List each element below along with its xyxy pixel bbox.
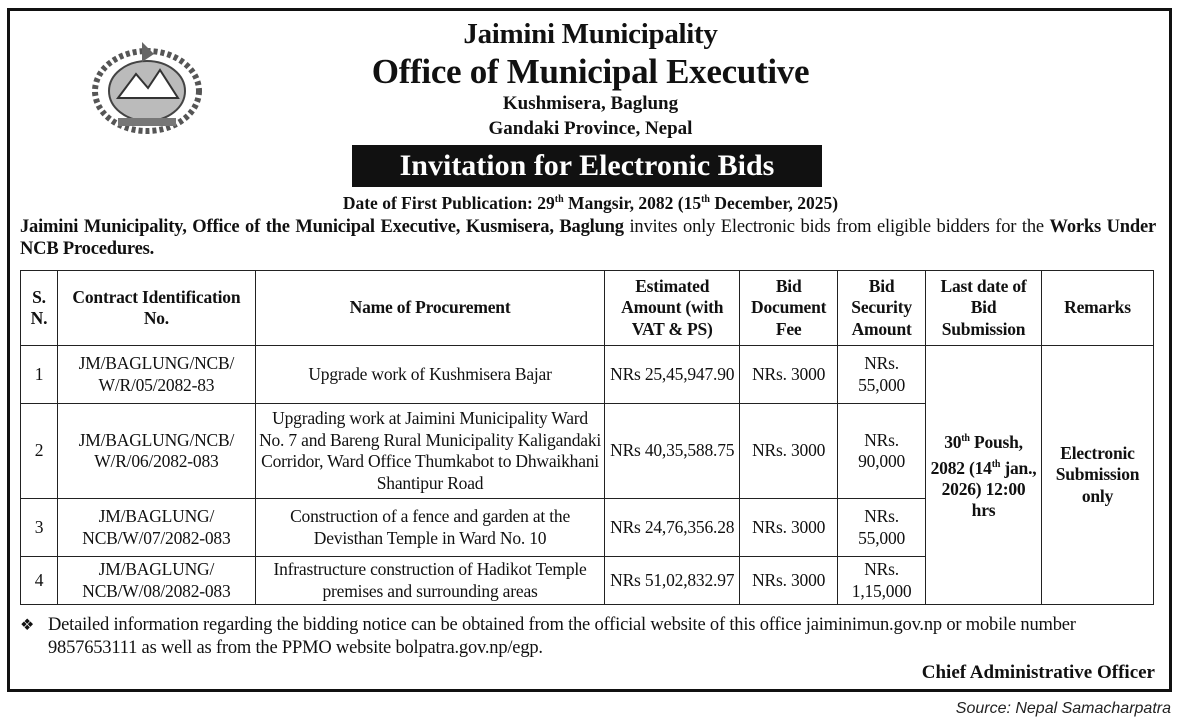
office-name: Office of Municipal Executive bbox=[371, 52, 810, 91]
table-row bbox=[21, 346, 1154, 404]
fee-cell: NRs. 3000 bbox=[740, 557, 838, 605]
note-text: Detailed information regarding the bidding notice can be obtained from the official website of this office jaiminimun.gov.np or mobile number 9857653111 as well as from the PPMO website bolpatra.gov.np/egp. bbox=[48, 615, 1076, 658]
contract-id-cell: JM/BAGLUNG/NCB/ W/R/05/2082-83 bbox=[57, 346, 255, 404]
header-cell: Remarks bbox=[1042, 271, 1154, 346]
header-cell: Bid Document Fee bbox=[740, 271, 838, 346]
header-cell: Last date of Bid Submission bbox=[926, 271, 1042, 346]
amount-cell: NRs 25,45,947.90 bbox=[605, 346, 740, 404]
header-cell: Contract Identification No. bbox=[57, 271, 255, 346]
sn-cell: 2 bbox=[21, 404, 58, 499]
intro-paragraph: Jaimini Municipality, Office of the Municipal Executive, Kusmisera, Baglung invites only Electronic bids from eligible bidders for the Works Under NCB Procedures. bbox=[20, 217, 1156, 259]
procurement-name-cell: Upgrade work of Kushmisera Bajar bbox=[255, 346, 604, 404]
procurement-name-cell: Construction of a fence and garden at the Devisthan Temple in Ward No. 10 bbox=[255, 499, 604, 557]
sn-cell: 1 bbox=[21, 346, 58, 404]
province: Gandaki Province, Nepal bbox=[488, 118, 693, 139]
last-date-cell: 30th Poush, 2082 (14th jan., 2026) 12:00 hrs bbox=[926, 346, 1042, 605]
amount-cell: NRs 51,02,832.97 bbox=[605, 557, 740, 605]
information-note bbox=[20, 614, 1160, 660]
procurement-name-cell: Upgrading work at Jaimini Municipality Ward No. 7 and Bareng Rural Municipality Kaligandaki Corridor, Ward Office Thumkabot to Dhwaikhani Shantipur Road bbox=[255, 404, 604, 499]
header-cell: Name of Procurement bbox=[255, 271, 604, 346]
security-cell: NRs. 55,000 bbox=[838, 346, 926, 404]
procurement-name-cell: Infrastructure construction of Hadikot Temple premises and surrounding areas bbox=[255, 557, 604, 605]
contract-id-cell: JM/BAGLUNG/ NCB/W/07/2082-083 bbox=[57, 499, 255, 557]
header-cell: Estimated Amount (with VAT & PS) bbox=[605, 271, 740, 346]
bids-table bbox=[20, 270, 1154, 605]
bullet-icon: ❖ bbox=[20, 617, 35, 634]
amount-cell: NRs 40,35,588.75 bbox=[605, 404, 740, 499]
security-cell: NRs. 1,15,000 bbox=[838, 557, 926, 605]
security-cell: NRs. 55,000 bbox=[838, 499, 926, 557]
municipality-name: Jaimini Municipality bbox=[463, 18, 718, 50]
sn-cell: 4 bbox=[21, 557, 58, 605]
table-header-row bbox=[21, 271, 1154, 346]
amount-cell: NRs 24,76,356.28 bbox=[605, 499, 740, 557]
source-credit: Source: Nepal Samacharpatra bbox=[955, 700, 1171, 717]
header-cell: Bid Security Amount bbox=[838, 271, 926, 346]
sn-cell: 3 bbox=[21, 499, 58, 557]
header-cell: S. N. bbox=[21, 271, 58, 346]
office-location: Kushmisera, Baglung bbox=[502, 93, 679, 114]
contract-id-cell: JM/BAGLUNG/ NCB/W/08/2082-083 bbox=[57, 557, 255, 605]
fee-cell: NRs. 3000 bbox=[740, 346, 838, 404]
security-cell: NRs. 90,000 bbox=[838, 404, 926, 499]
fee-cell: NRs. 3000 bbox=[740, 404, 838, 499]
contract-id-cell: JM/BAGLUNG/NCB/ W/R/06/2082-083 bbox=[57, 404, 255, 499]
notice-title: Invitation for Electronic Bids bbox=[352, 145, 822, 187]
fee-cell: NRs. 3000 bbox=[740, 499, 838, 557]
remarks-cell: Electronic Submission only bbox=[1042, 346, 1154, 605]
signatory: Chief Administrative Officer bbox=[921, 662, 1155, 683]
publication-date: Date of First Publication: 29th Mangsir, 2082 (15th December, 2025) bbox=[342, 193, 839, 213]
